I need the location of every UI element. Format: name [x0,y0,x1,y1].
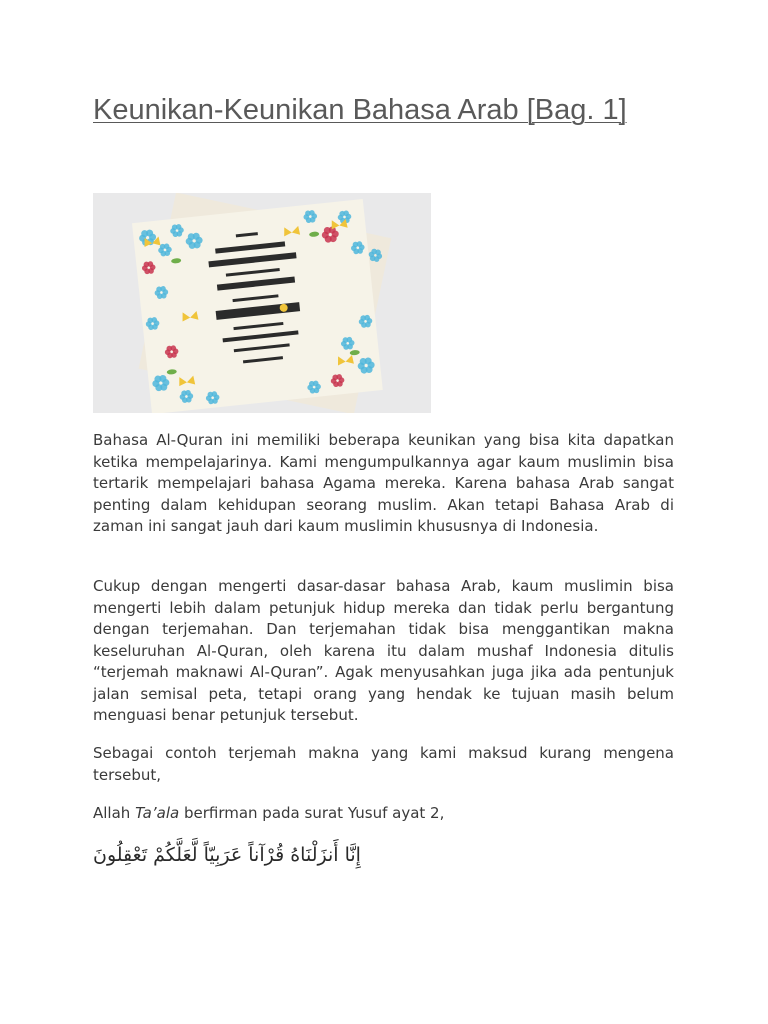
paragraph-2: Cukup dengan mengerti dasar-dasar bahasa Arab, kaum muslimin bisa mengerti lebih dalam petunjuk hidup mereka dan tidak perlu bergantung dengan terjemahan. Dan terjemahan tidak bisa menggantikan makna keseluruhan Al-Quran, oleh karena itu dalam mushaf Indonesia ditulis “terjemah maknawi Al-Quran”. Agak menyusahkan juga jika ada pentunjuk jalan semisal peta, tetapi orang yang hendak ke tujuan masih belum menguasi benar petunjuk tersebut. [93,577,674,724]
greeting-card-illustration [93,193,431,413]
hero-image [93,193,431,413]
verse-intro-after: berfirman pada surat Yusuf ayat 2, [179,804,445,822]
paragraph-3: Sebagai contoh terjemah makna yang kami maksud kurang mengena tersebut, [93,744,674,784]
front-card [132,199,383,413]
article-title[interactable]: Keunikan-Keunikan Bahasa Arab [Bag. 1] [93,94,627,126]
quran-verse-arabic: إِنَّا أَنزَلْنَاهُ قُرْآناً عَرَبِيّاً لَّعَلَّكُمْ تَعْقِلُونَ [93,844,361,866]
verse-intro-emphasis: Ta’ala [135,804,180,822]
verse-intro [93,803,674,825]
verse-intro-before: Allah [93,804,136,822]
paragraph-1: Bahasa Al-Quran ini memiliki beberapa keunikan yang bisa kita dapatkan ketika mempelajarinya. Kami mengumpulkannya agar kaum muslimin bisa tertarik mempelajari bahasa Agama mereka. Karena bahasa Arab sangat penting dalam kehidupan seorang muslim. Akan tetapi Bahasa Arab di zaman ini sangat jauh dari kaum muslimin khususnya di Indonesia. [93,431,674,535]
